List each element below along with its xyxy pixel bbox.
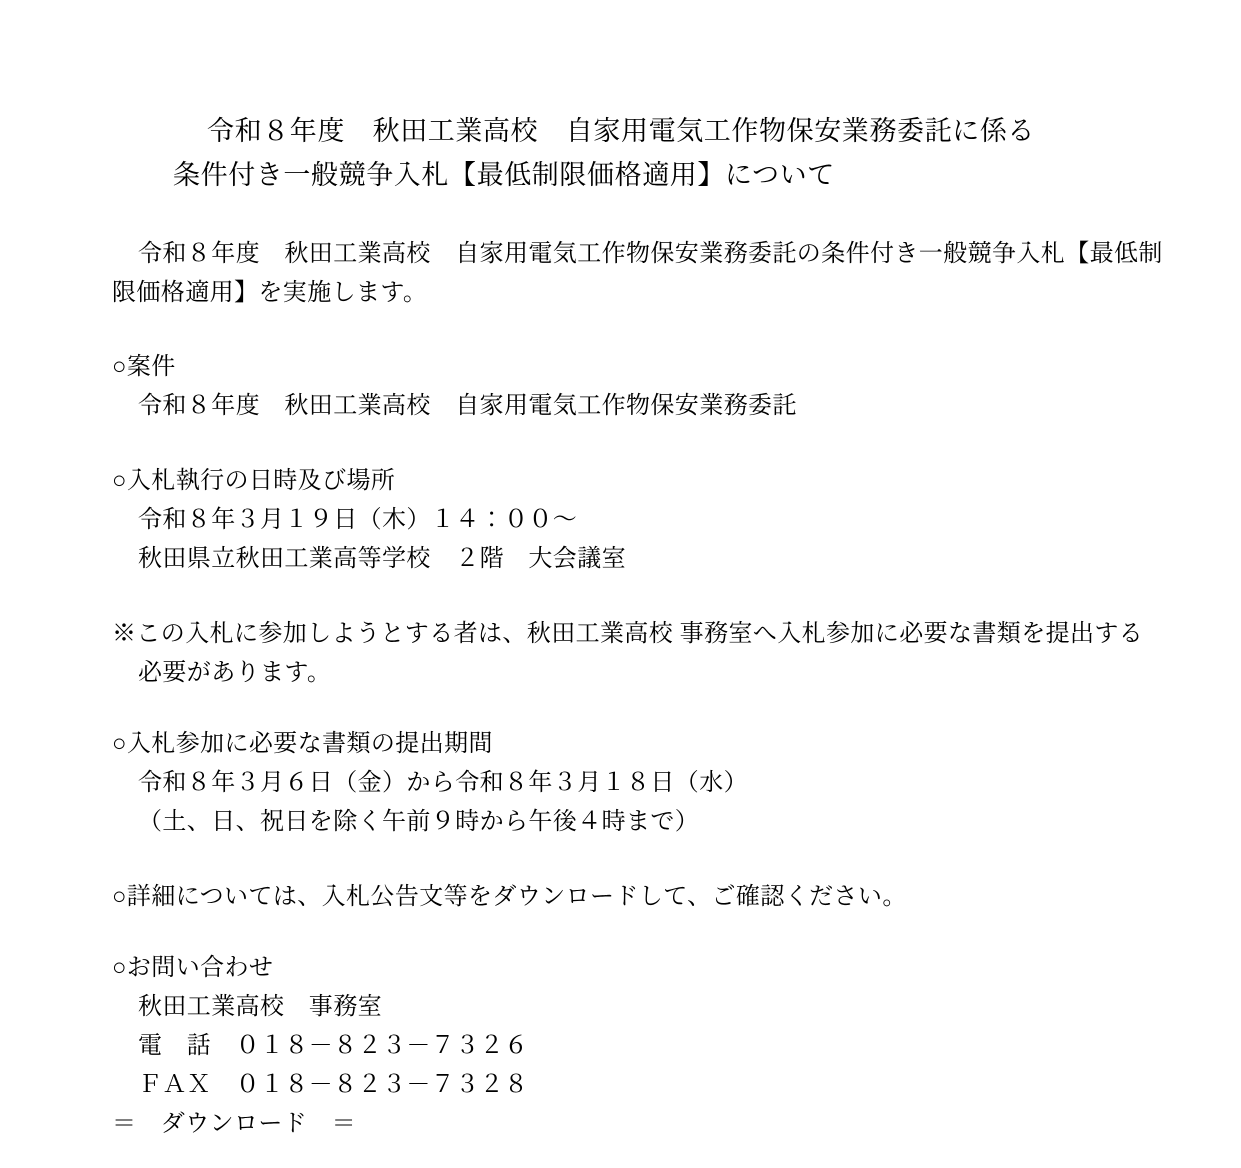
- contact-tel: 電 話 ０１８－８２３－７３２６: [138, 1033, 529, 1059]
- section-document-submission: [112, 725, 1211, 842]
- section-case-heading: ○案件: [112, 354, 176, 380]
- bid-execution-place: 秋田県立秋田工業高等学校 ２階 大会議室: [138, 546, 626, 572]
- participation-note-line-2: 必要があります。: [138, 660, 332, 686]
- section-contact-heading: ○お問い合わせ: [112, 955, 274, 981]
- contact-office: 秋田工業高校 事務室: [138, 994, 382, 1020]
- intro-line-2: 限価格適用】を実施します。: [112, 280, 428, 306]
- submission-hours: （土、日、祝日を除く午前９時から午後４時まで）: [138, 809, 700, 835]
- section-document-submission-heading: ○入札参加に必要な書類の提出期間: [112, 731, 493, 757]
- section-details-heading: ○詳細については、入札公告文等をダウンロードして、ご確認ください。: [112, 884, 907, 910]
- document-title: [112, 109, 1211, 197]
- participation-note-line-1: ※この入札に参加しようとする者は、秋田工業高校 事務室へ入札参加に必要な書類を提出する: [112, 621, 1144, 647]
- section-bid-execution-heading: ○入札執行の日時及び場所: [112, 468, 396, 494]
- submission-period: 令和８年３月６日（金）から令和８年３月１８日（水）: [138, 770, 748, 796]
- intro-line-1: 令和８年度 秋田工業高校 自家用電気工作物保安業務委託の条件付き一般競争入札【最低制: [138, 241, 1163, 267]
- section-bid-execution: [112, 462, 1211, 579]
- contact-fax: ＦＡＸ ０１８－８２３－７３２８: [138, 1072, 529, 1098]
- section-case: [112, 348, 1211, 426]
- document-title-line-1: 令和８年度 秋田工業高校 自家用電気工作物保安業務委託に係る: [207, 116, 1035, 146]
- document-title-line-2: 条件付き一般競争入札【最低制限価格適用】について: [173, 160, 835, 190]
- section-case-body: 令和８年度 秋田工業高校 自家用電気工作物保安業務委託: [138, 393, 797, 419]
- section-contact: [112, 949, 1211, 1105]
- participation-note: [112, 615, 1211, 693]
- intro-paragraph: [112, 235, 1211, 313]
- download-divider-label: ＝ ダウンロード ＝: [112, 1111, 356, 1137]
- section-details: [112, 878, 1211, 917]
- bid-execution-datetime: 令和８年３月１９日（木）１４：００～: [138, 507, 578, 533]
